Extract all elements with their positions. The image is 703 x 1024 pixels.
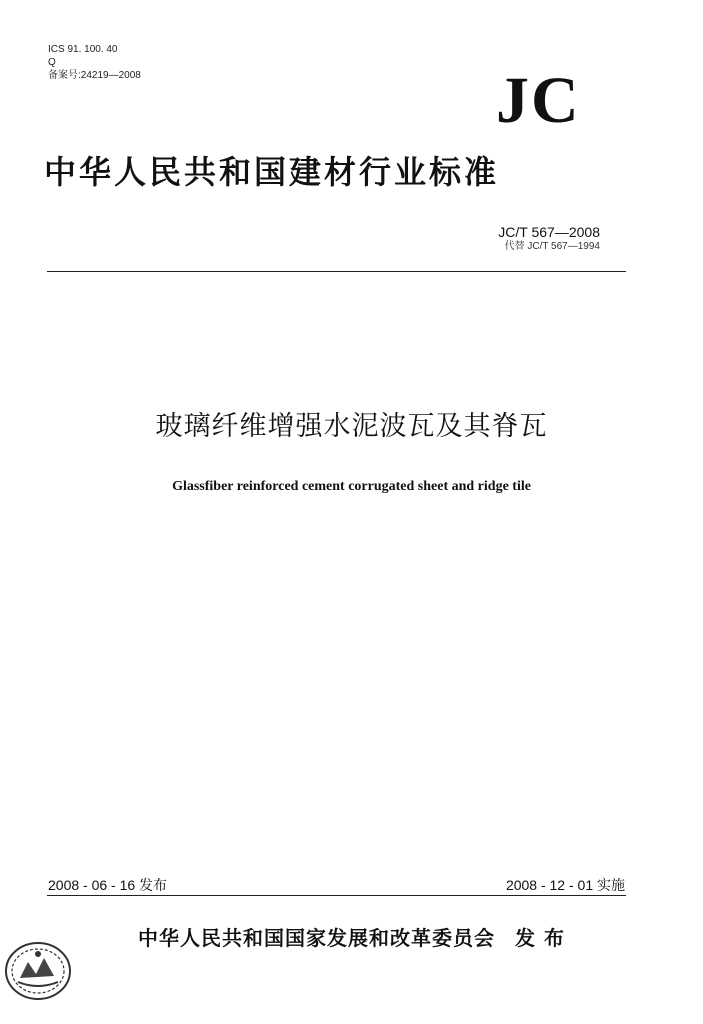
document-title-en: Glassfiber reinforced cement corrugated sheet and ridge tile [172,479,531,494]
record-number: 备案号:24219—2008 [48,70,141,81]
standard-title: 中华人民共和国建材行业标准 [44,153,500,191]
ics-code: ICS 91. 100. 40 [48,44,118,55]
classification-code: Q [48,57,56,68]
jc-logo: JC [496,64,581,137]
issuer-name: 中华人民共和国国家发展和改革委员会 [138,926,496,950]
effective-date: 2008 - 12 - 01 实施 [505,877,625,893]
issuer-action: 发 布 [515,926,565,950]
replaced-standard-code: 代替 JC/T 567—1994 [504,241,600,252]
header-divider [47,271,626,272]
document-title-cn: 玻璃纤维增强水泥波瓦及其脊瓦 [155,411,548,442]
standard-code: JC/T 567—2008 [498,224,600,240]
issue-date: 2008 - 06 - 16 发布 [48,877,168,893]
emblem-seal-icon [4,940,72,1006]
footer-divider [47,895,626,896]
issuer-line [0,924,703,952]
